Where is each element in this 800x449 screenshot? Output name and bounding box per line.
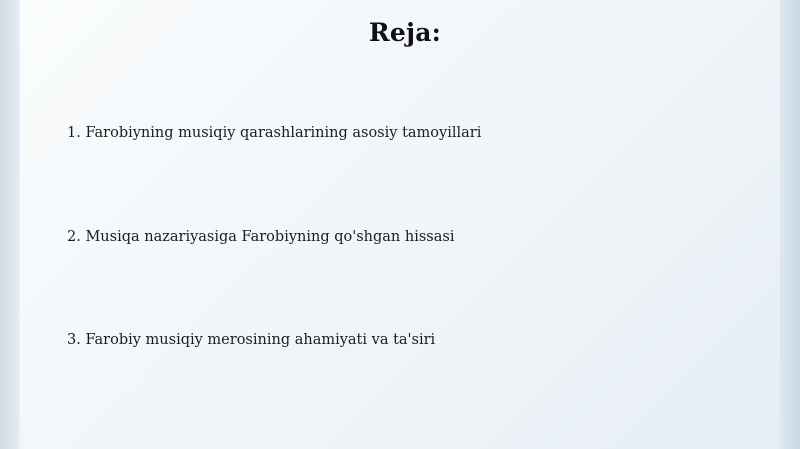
agenda-item-3: 3. Farobiy musiqiy merosining ahamiyati va ta'siri	[67, 332, 436, 348]
agenda-item-2: 2. Musiqa nazariyasiga Farobiyning qo'shgan hissasi	[67, 229, 455, 245]
agenda-item-1: 1. Farobiyning musiqiy qarashlarining asosiy tamoyillari	[67, 125, 482, 141]
slide-title: Reja:	[368, 18, 442, 47]
slide-panel	[20, 0, 780, 449]
